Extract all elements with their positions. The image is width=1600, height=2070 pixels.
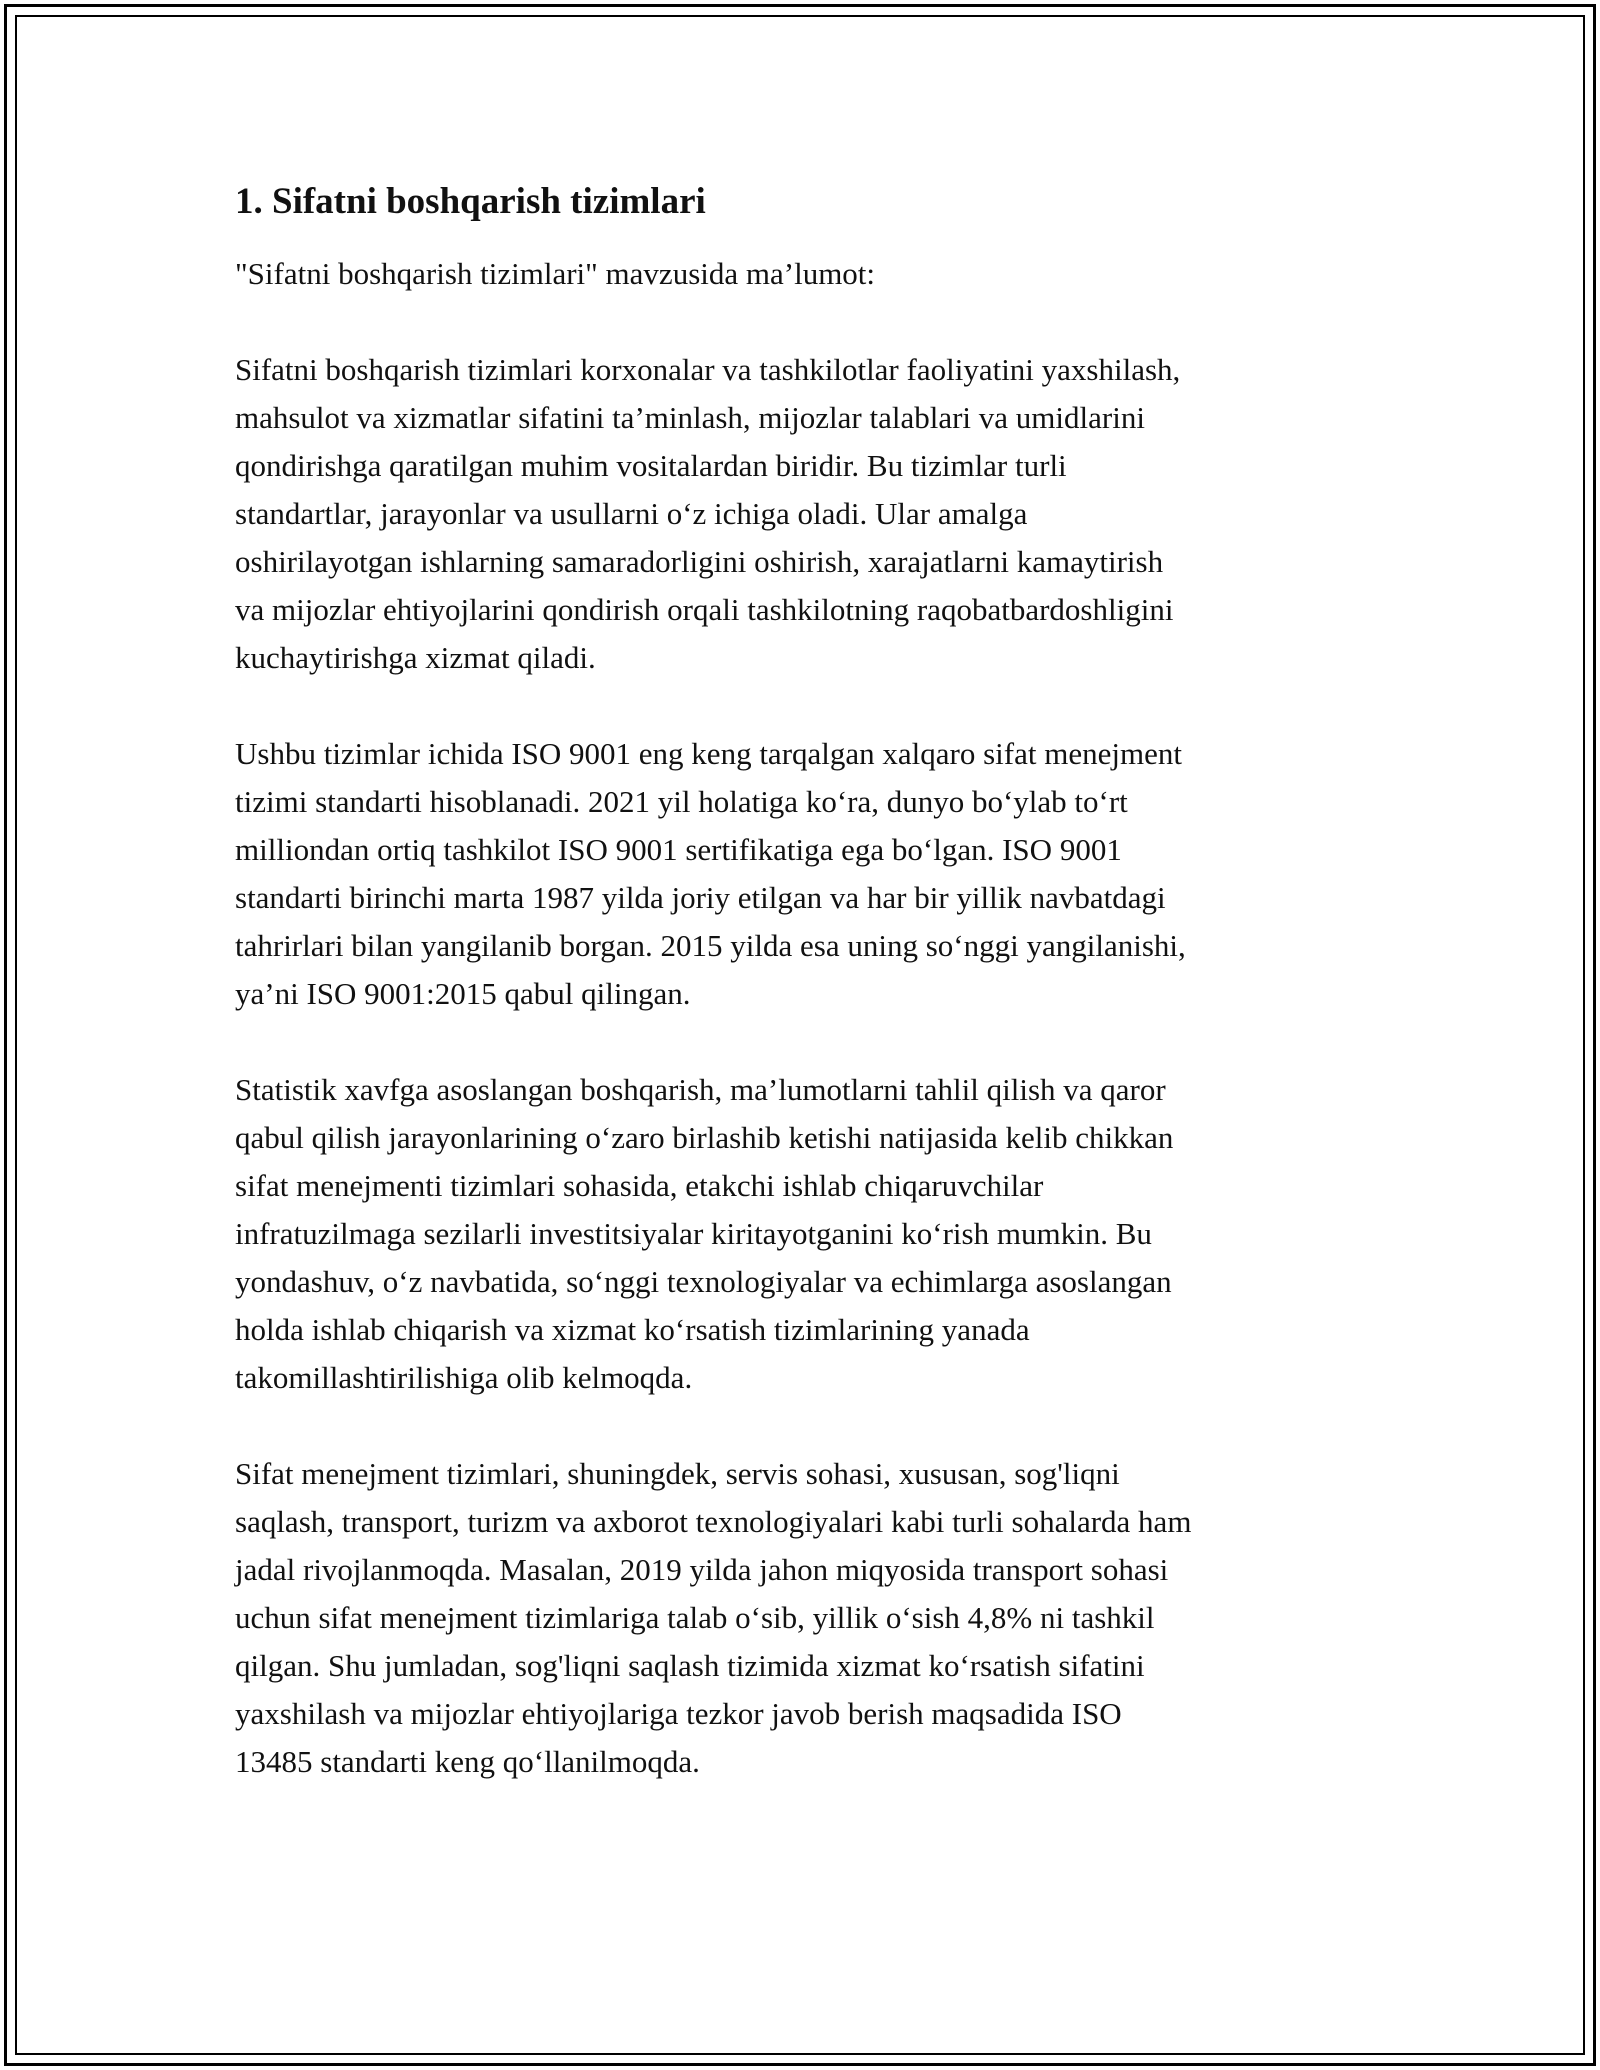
section-heading: 1. Sifatni boshqarish tizimlari — [235, 181, 706, 222]
paragraph-3: Statistik xavfga asoslangan boshqarish, ma’lumotlarni tahlil qilish va qaror qabul qilish jarayonlarining o‘zaro birlashib ketishi natijasida kelib chikkan sifat menejmenti tizimlari sohasida, etakchi ishlab chiqaruvchilar infratuzilmaga sezilarli investitsiyalar kiritayotganini ko‘rish mumkin. Bu yondashuv, o‘z navbatida, so‘nggi texnologiyalar va echimlarga asoslangan holda ishlab chiqarish va xizmat ko‘rsatish tizimlarining yanada takomillashtirilishiga olib kelmoqda. — [235, 1072, 1174, 1396]
paragraph-1: Sifatni boshqarish tizimlari korxonalar va tashkilotlar faoliyatini yaxshilash, mahsulot va xizmatlar sifatini ta’minlash, mijozlar talablari va umidlarini qondirishga qaratilgan muhim vositalardan biridir. Bu tizimlar turli standartlar, jarayonlar va usullarni o‘z ichiga oladi. Ular amalga oshirilayotgan ishlarning samaradorligini oshirish, xarajatlarni kamaytirish va mijozlar ehtiyojlarini qondirish orqali tashkilotning raqobatbardoshligini kuchaytirishga xizmat qiladi. — [235, 352, 1181, 676]
paragraph-4: Sifat menejment tizimlari, shuningdek, servis sohasi, xususan, sog'liqni saqlash, transport, turizm va axborot texnologiyalari kabi turli sohalarda ham jadal rivojlanmoqda. Masalan, 2019 yilda jahon miqyosida transport sohasi uchun sifat menejment tizimlariga talab o‘sib, yillik o‘sish 4,8% ni tashkil qilgan. Shu jumladan, sog'liqni saqlash tizimida xizmat ko‘rsatish sifatini yaxshilash va mijozlar ehtiyojlariga tezkor javob berish maqsadida ISO 13485 standarti keng qo‘llanilmoqda. — [235, 1456, 1192, 1780]
paragraph-2: Ushbu tizimlar ichida ISO 9001 eng keng tarqalgan xalqaro sifat menejment tizimi standarti hisoblanadi. 2021 yil holatiga ko‘ra, dunyo bo‘ylab to‘rt milliondan ortiq tashkilot ISO 9001 sertifikatiga ega bo‘lgan. ISO 9001 standarti birinchi marta 1987 yilda joriy etilgan va har bir yillik navbatdagi tahrirlari bilan yangilanib borgan. 2015 yilda esa uning so‘nggi yangilanishi, ya’ni ISO 9001:2015 qabul qilingan. — [235, 736, 1186, 1012]
document-body — [235, 180, 1375, 1834]
intro-line: "Sifatni boshqarish tizimlari" mavzusida ma’lumot: — [235, 256, 876, 292]
